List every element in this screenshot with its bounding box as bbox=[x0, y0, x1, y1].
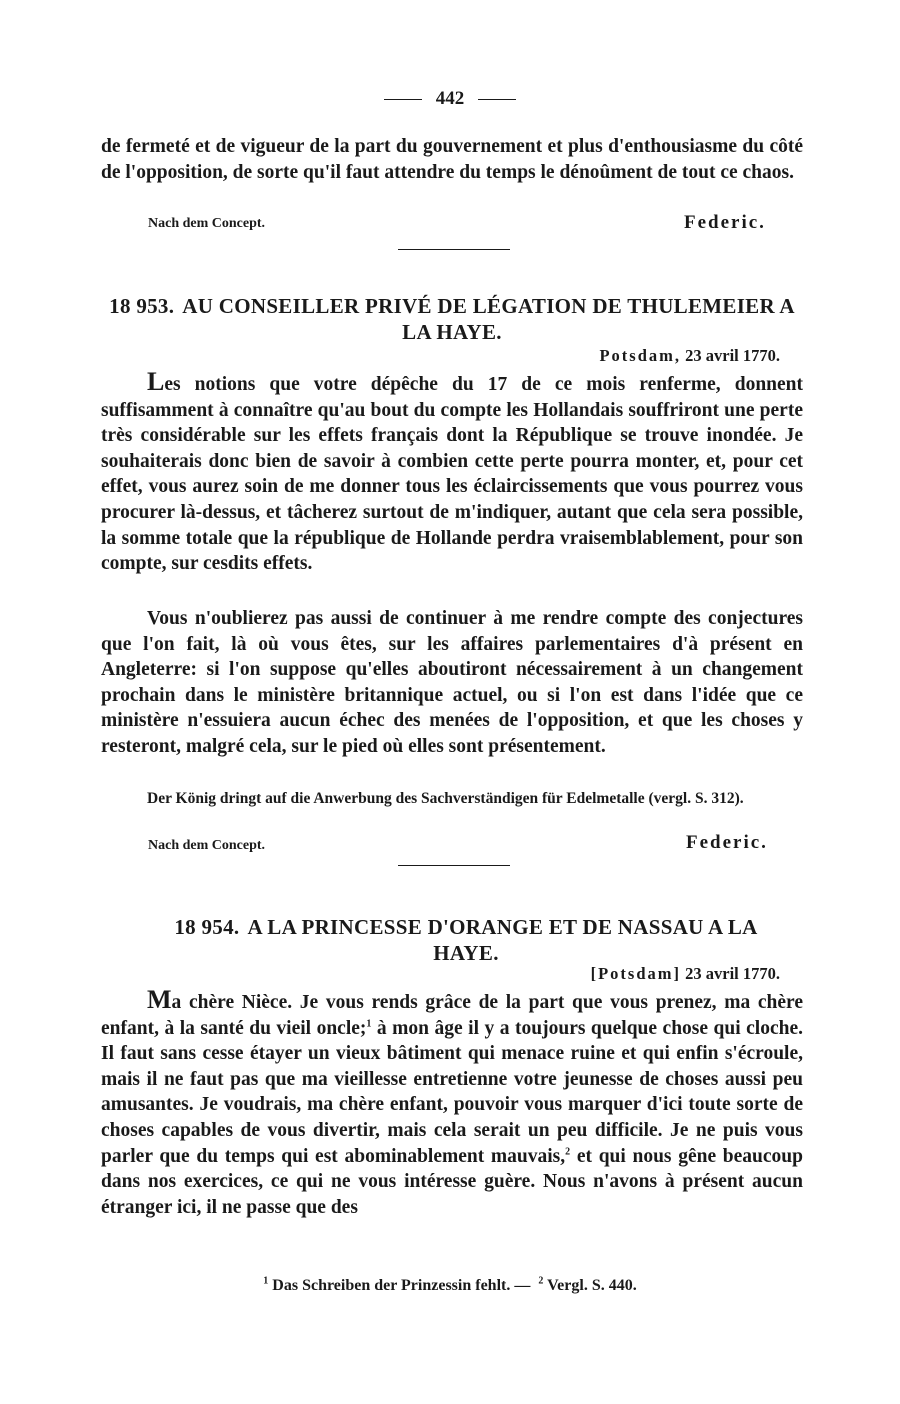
letter-heading bbox=[101, 293, 803, 345]
letter-date bbox=[591, 964, 780, 984]
footnote-mark: 1 bbox=[366, 1018, 372, 1030]
initial-letter: M bbox=[147, 985, 172, 1014]
date-value: 23 avril 1770. bbox=[685, 964, 780, 983]
separator-rule bbox=[398, 865, 510, 866]
paragraph-text: es notions que votre dépêche du 17 de ce mois renferme, donnent suffisamment à connaître qu'au bout du compte les Hollandais souffriront une perte très considérable sur les effets français dont la République se trouve inondée. Je souhaiterais donc bien de savoir à combien cette perte pourra monter, et, pour cet effet, vous aurez soin de me donner tous les éclaircissements que vous pourrez vous procurer là-dessus, et tâcherez surtout de m'indiquer, autant que cela sera possible, la somme totale que la république de Hollande perdra vraisemblablement, pour son compte, sur cesdits effets. bbox=[101, 374, 803, 575]
letter-heading bbox=[146, 914, 786, 966]
footnote-mark: 2 bbox=[538, 1275, 544, 1287]
source-note: Nach dem Concept. bbox=[148, 838, 266, 853]
page-number-line bbox=[0, 88, 900, 110]
footnote-mark: 1 bbox=[263, 1275, 269, 1287]
letter-number: 18 954. bbox=[174, 915, 240, 939]
letter-title: AU CONSEILLER PRIVÉ DE LÉGATION DE THULEMEIER A LA HAYE. bbox=[182, 294, 795, 344]
initial-letter: L bbox=[147, 367, 165, 396]
paragraph-text-c: et qui nous gêne beaucoup dans nos exercices, ce qui ne vous intéresse guère. Nous n'avons à présent aucun étranger ici, il ne passe que des bbox=[101, 1145, 803, 1218]
footnote-1: Das Schreiben der Prinzessin fehlt. — bbox=[272, 1277, 531, 1294]
signature: Federic. bbox=[686, 832, 768, 853]
letter-number: 18 953. bbox=[109, 294, 175, 318]
letter-paragraph: Vous n'oublierez pas aussi de continuer à me rendre compte des conjectures que l'on fait, là où vous êtes, sur les affaires parlementaires d'à présent en Angleterre: si l'on suppose qu'elles aboutiront nécessairement à un changement prochain dans le ministère britannique actuel, ou si l'on est dans l'idée que ce ministère n'essuiera aucun échec des menées de l'opposition, et que les choses y resteront, malgré cela, sur le pied où elles sont présentement. bbox=[101, 608, 803, 757]
editor-remark: Der König dringt auf die Anwerbung des Sachverständigen für Edelmetalle (vergl. S. 312). bbox=[147, 790, 744, 807]
paragraph-text-b: à mon âge il y a toujours quelque chose qui cloche. Il faut sans cesse étayer un vieux bâtiment qui menace ruine et qui enfin s'écroule, mais il ne faut pas que ma vieillesse entretienne votre jeunesse de choses aussi peu amusantes. Je voudrais, ma chère enfant, pouvoir vous marquer d'ici toute sorte de choses capables de vous divertir, mais cela serait un peu difficile. Je ne puis vous parler que du temps qui est abominablement mauvais, bbox=[101, 1017, 804, 1167]
date-place: [Potsdam] bbox=[590, 964, 681, 983]
separator-rule bbox=[398, 249, 510, 250]
letter-paragraph bbox=[101, 985, 804, 1220]
dash-left bbox=[384, 99, 422, 100]
letter-paragraph bbox=[101, 367, 803, 577]
paragraph-text-a: a chère Nièce. Je vous rends grâce de la part que vous prenez, ma chère enfant, à la santé du vieil oncle; bbox=[101, 992, 803, 1039]
date-value: 23 avril 1770. bbox=[685, 346, 780, 365]
letter-title: A LA PRINCESSE D'ORANGE ET DE NASSAU A LA HAYE. bbox=[247, 915, 758, 965]
footnote-2: Vergl. S. 440. bbox=[547, 1277, 637, 1294]
footnote-mark: 2 bbox=[565, 1146, 571, 1158]
date-place: Potsdam, bbox=[599, 346, 681, 365]
letter-date bbox=[599, 346, 780, 366]
source-note: Nach dem Concept. bbox=[148, 216, 266, 231]
footnotes bbox=[0, 1277, 900, 1295]
page-number: 442 bbox=[435, 88, 465, 109]
signature: Federic. bbox=[684, 212, 766, 233]
dash-right bbox=[478, 99, 516, 100]
paragraph-continued: de fermeté et de vigueur de la part du gouvernement et plus d'enthousiasme du côté de l'opposition, de sorte qu'il faut attendre du temps le dénoûment de tout ce chaos. bbox=[101, 136, 803, 183]
